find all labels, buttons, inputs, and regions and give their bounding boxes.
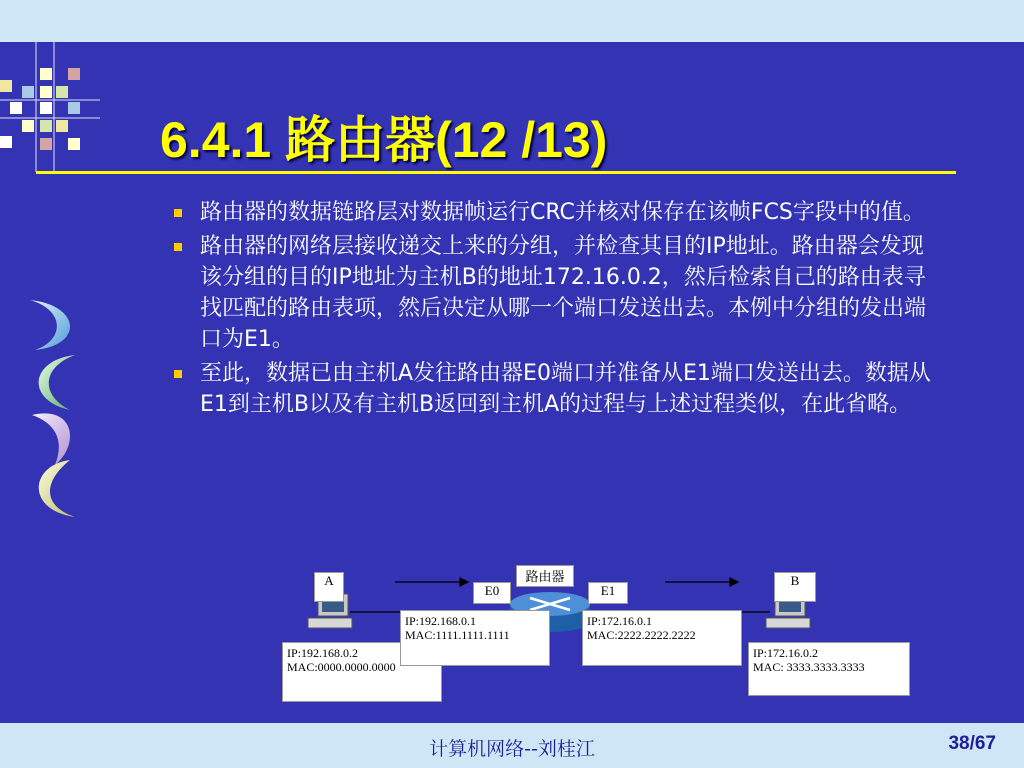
crescent-shape <box>32 413 70 465</box>
page-number: 38/67 <box>948 733 996 754</box>
bullet-marker <box>174 370 182 378</box>
top-band <box>0 0 1024 42</box>
slide-title: 6.4.1 路由器(12 /13) <box>160 112 608 168</box>
bullet-marker <box>174 209 182 217</box>
title-underline <box>36 171 956 174</box>
e0-mac: MAC:1111.1111.1111 <box>405 628 510 642</box>
host-b-mac: MAC: 3333.3333.3333 <box>753 660 865 674</box>
host-a-ip: IP:192.168.0.2 <box>287 646 359 660</box>
bullet-marker <box>174 243 182 251</box>
crescent-shape <box>30 300 70 350</box>
bullet-list <box>172 197 932 423</box>
bullet-text: 路由器的数据链路层对数据帧运行CRC并核对保存在该帧FCS字段中的值。 <box>200 200 925 225</box>
host-a-mac: MAC:0000.0000.0000 <box>287 660 396 674</box>
footer-text: 计算机网络--刘桂江 <box>429 738 595 760</box>
host-a-label: A <box>314 572 344 602</box>
decorative-grid <box>0 42 110 182</box>
crescent-shape <box>39 460 75 517</box>
host-b-ip: IP:172.16.0.2 <box>753 646 819 660</box>
e1-ip: IP:172.16.0.1 <box>587 614 653 628</box>
crescent-shape <box>39 355 75 410</box>
bullet-item <box>172 197 932 228</box>
bullet-text: 至此，数据已由主机A发往路由器E0端口并准备从E1端口发送出去。数据从E1到主机B以及有主机B返回到主机A的过程与上述过程类似，在此省略。 <box>200 361 931 417</box>
decorative-crescents <box>20 295 90 525</box>
bullet-item <box>172 231 932 355</box>
e0-ip: IP:192.168.0.1 <box>405 614 477 628</box>
router-label: 路由器 <box>516 565 574 587</box>
host-b-address-box <box>748 642 910 696</box>
network-diagram <box>280 560 920 705</box>
e0-label: E0 <box>473 582 511 604</box>
arrow-right-icon <box>665 578 738 586</box>
e1-mac: MAC:2222.2222.2222 <box>587 628 696 642</box>
arrow-right-icon <box>395 578 468 586</box>
footer-bar <box>0 723 1024 768</box>
host-b-label: B <box>774 572 816 602</box>
e1-address-box <box>582 610 742 666</box>
bullet-item <box>172 358 932 420</box>
bullet-text: 路由器的网络层接收递交上来的分组，并检查其目的IP地址。路由器会发现该分组的目的IP地址为主机B的地址172.16.0.2，然后检索自己的路由表寻找匹配的路由表项，然后决定从哪一个端口发送出去。本例中分组的发出端口为E1。 <box>200 234 927 352</box>
e1-label: E1 <box>588 582 628 604</box>
e0-address-box <box>400 610 550 666</box>
